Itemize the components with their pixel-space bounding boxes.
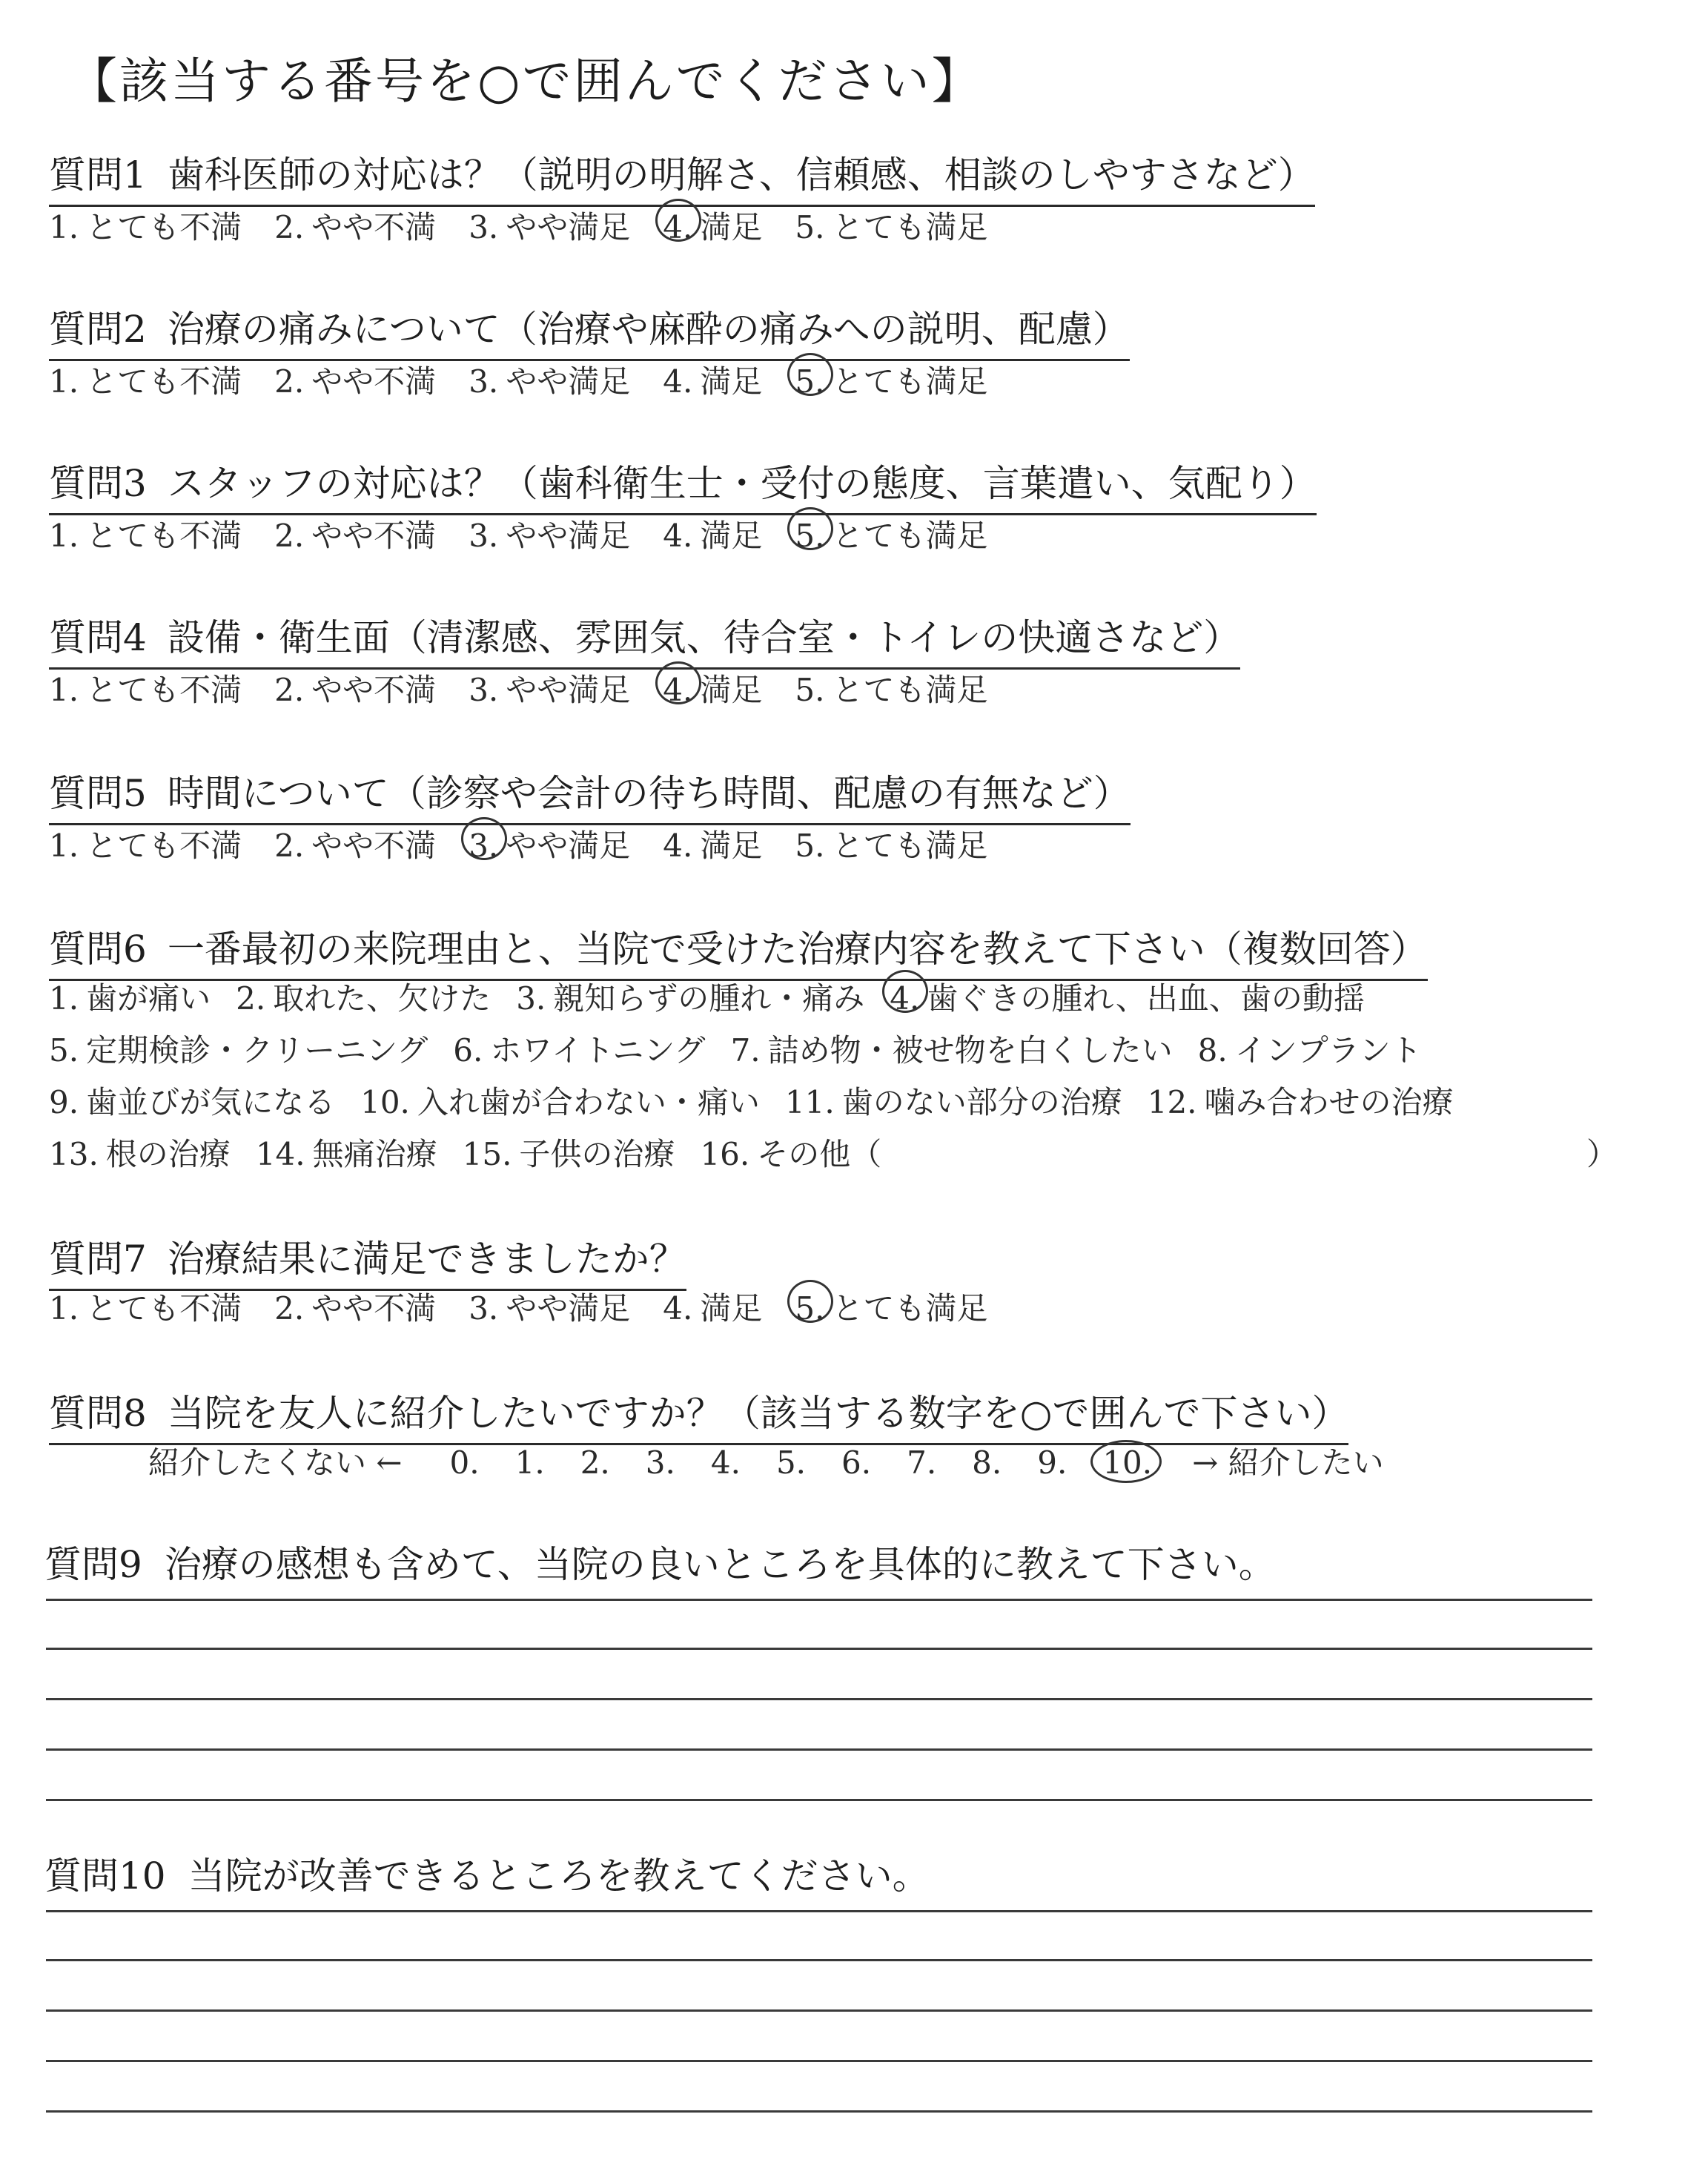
rating-option[interactable] bbox=[274, 666, 436, 710]
rating-option[interactable] bbox=[274, 203, 436, 248]
q6-option-row bbox=[49, 1026, 1447, 1071]
q6-option[interactable] bbox=[463, 1130, 675, 1175]
scale-value[interactable]: 5. bbox=[775, 1444, 807, 1481]
q6-option[interactable] bbox=[49, 1026, 428, 1071]
option-number: 2. bbox=[274, 828, 305, 864]
option-number: 4. bbox=[663, 363, 693, 400]
option-number: 5. bbox=[49, 1032, 79, 1069]
rating-option[interactable] bbox=[274, 512, 436, 556]
option-label: とても満足 bbox=[832, 1290, 988, 1327]
q6-number: 質問6 bbox=[49, 928, 147, 971]
option-label: とても不満 bbox=[86, 363, 242, 400]
option-number: 3. bbox=[469, 363, 499, 400]
q6-option[interactable] bbox=[236, 974, 491, 1019]
q4-options bbox=[49, 666, 1020, 710]
option-label: 入れ歯が合わない・痛い bbox=[417, 1084, 760, 1120]
q6-title bbox=[49, 919, 1428, 981]
option-number: 4. bbox=[890, 980, 920, 1017]
option-number: 5. bbox=[795, 518, 825, 554]
q6-option[interactable] bbox=[731, 1026, 1173, 1071]
q6-option[interactable] bbox=[1148, 1078, 1454, 1123]
rating-option[interactable] bbox=[49, 512, 242, 556]
q4-number: 質問4 bbox=[49, 616, 147, 659]
option-label: 噛み合わせの治療 bbox=[1204, 1084, 1454, 1120]
option-label: 詰め物・被せ物を白くしたい bbox=[767, 1032, 1173, 1069]
option-number: 3. bbox=[469, 1290, 499, 1327]
q7-number: 質問7 bbox=[49, 1238, 147, 1281]
rating-option[interactable] bbox=[274, 822, 436, 866]
option-label: とても不満 bbox=[86, 672, 242, 708]
option-label: 子供の治療 bbox=[519, 1136, 675, 1172]
option-label: とても満足 bbox=[832, 672, 988, 708]
option-label: やや満足 bbox=[506, 1290, 631, 1327]
scale-value[interactable]: 4. bbox=[710, 1444, 741, 1481]
option-number: 1. bbox=[49, 209, 79, 245]
rating-option[interactable] bbox=[49, 666, 242, 710]
option-number: 2. bbox=[236, 980, 266, 1017]
option-number: 6. bbox=[453, 1032, 483, 1069]
q6-option[interactable] bbox=[256, 1130, 437, 1175]
rating-option[interactable] bbox=[469, 1284, 630, 1329]
q10-text: 当院が改善できるところを教えてください。 bbox=[188, 1855, 930, 1898]
q6-option[interactable] bbox=[49, 974, 211, 1019]
option-number: 12. bbox=[1147, 1084, 1197, 1120]
option-label: 満足 bbox=[700, 828, 763, 864]
q6-text: 一番最初の来院理由と、当院で受けた治療内容を教えて下さい（複数回答） bbox=[167, 928, 1428, 971]
rating-option[interactable] bbox=[49, 357, 242, 402]
q6-option-row bbox=[49, 1130, 907, 1175]
page-title: 【該当する番号を○で囲んでください】 bbox=[68, 53, 983, 110]
option-number: 13. bbox=[49, 1136, 99, 1172]
option-number: 2. bbox=[274, 672, 305, 708]
option-label: 歯ぐきの腫れ、出血、歯の動揺 bbox=[927, 980, 1365, 1017]
option-number: 3. bbox=[516, 980, 546, 1017]
q7-options bbox=[49, 1284, 1020, 1329]
q6-other-close: ） bbox=[1586, 1136, 1618, 1172]
rating-option[interactable] bbox=[795, 357, 987, 402]
option-number: 3. bbox=[469, 518, 499, 554]
option-label: ホワイトニング bbox=[490, 1032, 706, 1069]
scale-left-label: 紹介したくない ← bbox=[148, 1444, 403, 1481]
q9-title bbox=[44, 1535, 1276, 1588]
q10-number: 質問10 bbox=[44, 1855, 166, 1898]
option-number: 14. bbox=[255, 1136, 305, 1172]
option-number: 1. bbox=[49, 363, 79, 400]
option-number: 5. bbox=[795, 672, 825, 708]
option-number: 1. bbox=[49, 518, 79, 554]
q5-number: 質問5 bbox=[49, 772, 147, 815]
scale-value[interactable]: 1. bbox=[514, 1444, 545, 1481]
option-label: とても不満 bbox=[86, 1290, 242, 1327]
option-label: 親知らずの腫れ・痛み bbox=[553, 980, 865, 1017]
option-label: やや満足 bbox=[506, 672, 631, 708]
scale-value[interactable]: 0. bbox=[449, 1444, 480, 1481]
option-number: 2. bbox=[274, 1290, 305, 1327]
scale-value[interactable]: 8. bbox=[972, 1444, 1002, 1481]
rating-option[interactable] bbox=[795, 512, 987, 556]
q6-option[interactable] bbox=[360, 1078, 760, 1123]
rating-option[interactable] bbox=[663, 822, 762, 866]
q9-answer-line[interactable] bbox=[46, 1698, 1592, 1700]
q1-text: 歯科医師の対応は？（説明の明解さ、信頼感、相談のしやすさなど） bbox=[167, 153, 1315, 196]
option-label: とても不満 bbox=[86, 209, 242, 245]
scale-value[interactable]: 10. bbox=[1102, 1444, 1153, 1481]
q9-answer-line[interactable] bbox=[46, 1799, 1592, 1801]
option-number: 4. bbox=[663, 209, 693, 245]
option-label: 満足 bbox=[700, 209, 763, 245]
q1-number: 質問1 bbox=[49, 153, 147, 196]
option-number: 3. bbox=[469, 672, 499, 708]
rating-option[interactable] bbox=[274, 357, 436, 402]
q4-title bbox=[49, 608, 1240, 670]
rating-option[interactable] bbox=[663, 203, 762, 248]
option-label: 満足 bbox=[700, 672, 763, 708]
q2-options bbox=[49, 357, 1020, 402]
option-number: 2. bbox=[274, 209, 305, 245]
q6-option[interactable] bbox=[700, 1130, 881, 1175]
option-label: 根の治療 bbox=[105, 1136, 231, 1172]
q6-option[interactable] bbox=[890, 974, 1365, 1019]
q10-answer-line[interactable] bbox=[46, 1910, 1592, 1912]
option-label: やや不満 bbox=[311, 1290, 437, 1327]
q5-text: 時間について（診察や会計の待ち時間、配慮の有無など） bbox=[167, 772, 1131, 815]
scale-value[interactable]: 3. bbox=[645, 1444, 675, 1481]
q5-title bbox=[49, 764, 1131, 825]
rating-option[interactable] bbox=[795, 203, 987, 248]
q3-options bbox=[49, 512, 1020, 556]
q9-number: 質問9 bbox=[44, 1543, 142, 1586]
option-number: 1. bbox=[49, 672, 79, 708]
option-number: 3. bbox=[469, 828, 499, 864]
q4-text: 設備・衛生面（清潔感、雰囲気、待合室・トイレの快適さなど） bbox=[167, 616, 1241, 659]
option-label: とても満足 bbox=[832, 209, 988, 245]
q7-title bbox=[49, 1229, 686, 1291]
option-label: インプラント bbox=[1234, 1032, 1422, 1069]
q10-answer-line[interactable] bbox=[46, 2060, 1592, 2062]
q8-number: 質問8 bbox=[49, 1392, 147, 1435]
rating-option[interactable] bbox=[795, 1284, 987, 1329]
option-number: 4. bbox=[663, 828, 693, 864]
q3-title bbox=[49, 454, 1317, 515]
q6-option-row bbox=[49, 974, 1390, 1019]
rating-option[interactable] bbox=[469, 666, 630, 710]
option-label: とても不満 bbox=[86, 518, 242, 554]
q5-options bbox=[49, 822, 1020, 866]
rating-option[interactable] bbox=[274, 1284, 436, 1329]
option-number: 2. bbox=[274, 518, 305, 554]
option-number: 2. bbox=[274, 363, 305, 400]
q9-answer-line[interactable] bbox=[46, 1599, 1592, 1601]
option-number: 5. bbox=[795, 828, 825, 864]
option-label: やや不満 bbox=[311, 209, 437, 245]
option-label: とても満足 bbox=[832, 828, 988, 864]
rating-option[interactable] bbox=[469, 357, 630, 402]
option-label: 歯のない部分の治療 bbox=[841, 1084, 1122, 1120]
option-label: とても満足 bbox=[832, 518, 988, 554]
option-label: やや不満 bbox=[311, 363, 437, 400]
option-number: 7. bbox=[730, 1032, 761, 1069]
option-number: 1. bbox=[49, 980, 79, 1017]
q2-title bbox=[49, 300, 1130, 361]
q10-answer-line[interactable] bbox=[46, 2110, 1592, 2113]
option-number: 1. bbox=[49, 1290, 79, 1327]
option-label: やや不満 bbox=[311, 518, 437, 554]
option-label: やや満足 bbox=[506, 209, 631, 245]
scale-value[interactable]: 6. bbox=[841, 1444, 872, 1481]
option-number: 8. bbox=[1197, 1032, 1228, 1069]
rating-option[interactable] bbox=[795, 822, 987, 866]
option-label: 満足 bbox=[700, 363, 763, 400]
option-label: その他（ bbox=[757, 1136, 882, 1172]
q1-options bbox=[49, 203, 1020, 248]
q2-number: 質問2 bbox=[49, 308, 147, 351]
rating-option[interactable] bbox=[49, 822, 242, 866]
option-label: やや不満 bbox=[311, 828, 437, 864]
option-label: やや満足 bbox=[506, 518, 631, 554]
option-label: やや満足 bbox=[506, 363, 631, 400]
rating-option[interactable] bbox=[663, 357, 762, 402]
option-number: 9. bbox=[49, 1084, 79, 1120]
q6-option[interactable] bbox=[453, 1026, 705, 1071]
option-label: とても満足 bbox=[832, 363, 988, 400]
option-number: 5. bbox=[795, 209, 825, 245]
rating-option[interactable] bbox=[663, 512, 762, 556]
q1-title bbox=[49, 145, 1315, 207]
q6-option[interactable] bbox=[49, 1130, 231, 1175]
q6-option[interactable] bbox=[516, 974, 864, 1019]
scale-value[interactable]: 2. bbox=[580, 1444, 610, 1481]
option-number: 15. bbox=[462, 1136, 512, 1172]
option-number: 10. bbox=[360, 1084, 410, 1120]
rating-option[interactable] bbox=[469, 822, 630, 866]
q8-scale bbox=[148, 1439, 1384, 1483]
q8-title bbox=[49, 1384, 1348, 1445]
q2-text: 治療の痛みについて（治療や麻酔の痛みへの説明、配慮） bbox=[167, 308, 1130, 351]
option-number: 4. bbox=[663, 672, 693, 708]
q10-answer-line[interactable] bbox=[46, 2009, 1592, 2012]
option-label: 定期検診・クリーニング bbox=[86, 1032, 428, 1069]
option-number: 5. bbox=[795, 1290, 825, 1327]
q8-text: 当院を友人に紹介したいですか？（該当する数字を○で囲んで下さい） bbox=[167, 1392, 1349, 1435]
rating-option[interactable] bbox=[469, 203, 630, 248]
option-number: 1. bbox=[49, 828, 79, 864]
option-label: 満足 bbox=[700, 518, 763, 554]
q7-text: 治療結果に満足できましたか？ bbox=[167, 1238, 686, 1281]
option-label: やや満足 bbox=[506, 828, 631, 864]
q6-option[interactable] bbox=[49, 1078, 335, 1123]
q9-text: 治療の感想も含めて、当院の良いところを具体的に教えて下さい。 bbox=[164, 1543, 1276, 1586]
option-label: やや不満 bbox=[311, 672, 437, 708]
q3-number: 質問3 bbox=[49, 462, 147, 505]
q10-title bbox=[44, 1846, 930, 1900]
option-label: 歯並びが気になる bbox=[86, 1084, 336, 1120]
scale-value[interactable]: 9. bbox=[1037, 1444, 1068, 1481]
q3-text: スタッフの対応は？（歯科衛生士・受付の態度、言葉遣い、気配り） bbox=[167, 462, 1317, 505]
option-number: 16. bbox=[700, 1136, 750, 1172]
option-number: 4. bbox=[663, 518, 693, 554]
option-label: 無痛治療 bbox=[312, 1136, 437, 1172]
q9-answer-line[interactable] bbox=[46, 1648, 1592, 1650]
q6-option[interactable] bbox=[1198, 1026, 1422, 1071]
q9-answer-line[interactable] bbox=[46, 1748, 1592, 1751]
option-label: とても不満 bbox=[86, 828, 242, 864]
rating-option[interactable] bbox=[795, 666, 987, 710]
option-label: 取れた、欠けた bbox=[273, 980, 491, 1017]
q10-answer-line[interactable] bbox=[46, 1959, 1592, 1961]
option-label: 歯が痛い bbox=[86, 980, 211, 1017]
q6-option[interactable] bbox=[785, 1078, 1122, 1123]
rating-option[interactable] bbox=[663, 666, 762, 710]
rating-option[interactable] bbox=[663, 1284, 762, 1329]
rating-option[interactable] bbox=[49, 1284, 242, 1329]
rating-option[interactable] bbox=[49, 203, 242, 248]
scale-right-label: → 紹介したい bbox=[1192, 1444, 1384, 1481]
option-number: 5. bbox=[795, 363, 825, 400]
option-number: 3. bbox=[469, 209, 499, 245]
rating-option[interactable] bbox=[469, 512, 630, 556]
option-number: 11. bbox=[784, 1084, 835, 1120]
option-number: 4. bbox=[663, 1290, 693, 1327]
scale-value[interactable]: 7. bbox=[907, 1444, 937, 1481]
option-label: 満足 bbox=[700, 1290, 763, 1327]
q6-option-row bbox=[49, 1078, 1479, 1123]
